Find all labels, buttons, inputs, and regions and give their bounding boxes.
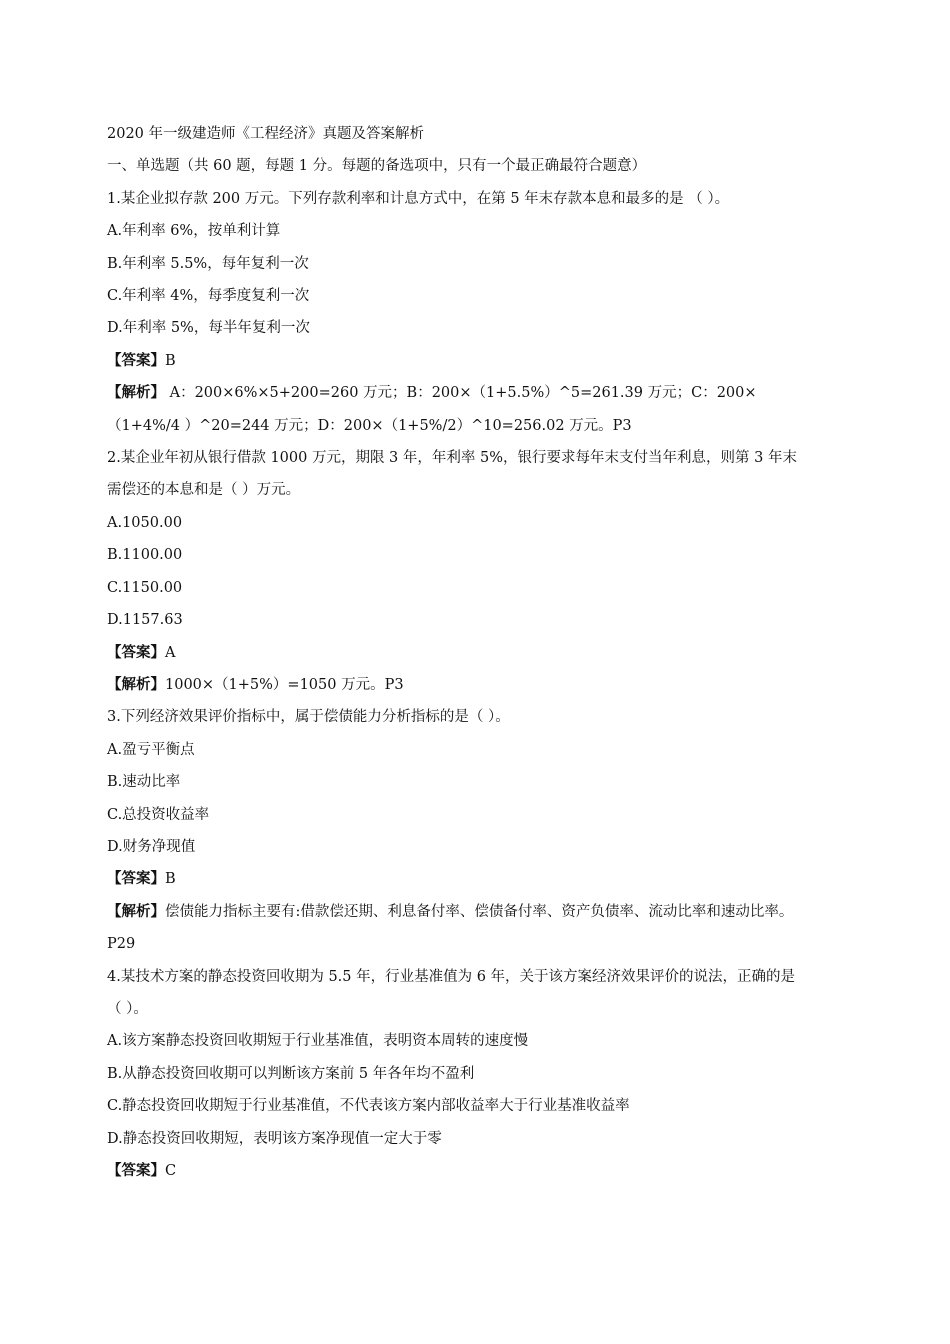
- analysis-tag: 【解析】: [107, 675, 165, 693]
- answer-line: [107, 637, 807, 669]
- question-stem: 3.下列经济效果评价指标中，属于偿债能力分析指标的是（ ）。: [107, 709, 510, 726]
- option-b: B.1100.00: [107, 547, 183, 564]
- answer-tag: 【答案】: [107, 643, 165, 661]
- question-stem: 4.某技术方案的静态投资回收期为 5.5 年，行业基准值为 6 年，关于该方案经济效果评价的说法，正确的是（ ）。: [107, 968, 796, 1017]
- answer-line: [107, 1155, 807, 1187]
- option-a: A.年利率 6%，按单利计算: [107, 223, 281, 240]
- question-1: [107, 183, 807, 442]
- option-c: C.1150.00: [107, 579, 183, 596]
- option-a: A.1050.00: [107, 514, 183, 531]
- analysis-text: 1000×（1+5%）=1050 万元。P3: [165, 676, 404, 693]
- option-d: D.1157.63: [107, 612, 183, 629]
- question-stem: 2.某企业年初从银行借款 1000 万元，期限 3 年，年利率 5%，银行要求每年末支付当年利息，则第 3 年末需偿还的本息和是（ ）万元。: [107, 450, 797, 499]
- option-b: B.速动比率: [107, 774, 181, 791]
- option-c: C.静态投资回收期短于行业基准值，不代表该方案内部收益率大于行业基准收益率: [107, 1098, 630, 1115]
- option-b: B.从静态投资回收期可以判断该方案前 5 年各年均不盈利: [107, 1065, 475, 1082]
- answer-line: [107, 345, 807, 377]
- answer-value: C: [165, 1163, 177, 1179]
- question-stem: 1.某企业拟存款 200 万元。下列存款利率和计息方式中，在第 5 年末存款本息和最多的是 （ ）。: [107, 190, 730, 207]
- option-b: B.年利率 5.5%，每年复利一次: [107, 255, 309, 272]
- question-2: [107, 442, 807, 701]
- analysis-line: [107, 896, 807, 961]
- option-a: A.盈亏平衡点: [107, 741, 195, 758]
- option-d: D.年利率 5%，每半年复利一次: [107, 320, 310, 337]
- analysis-text: A：200×6%×5+200=260 万元；B：200×（1+5.5%）^5=261.39 万元；C：200×（1+4%/4 ）^20=244 万元；D：200×（1+5%/2）^10=256.02 万元。P3: [107, 385, 757, 434]
- question-3: [107, 701, 807, 960]
- analysis-tag: 【解析】: [107, 902, 165, 920]
- analysis-line: [107, 377, 807, 442]
- answer-line: [107, 863, 807, 895]
- answer-tag: 【答案】: [107, 351, 165, 369]
- answer-tag: 【答案】: [107, 870, 165, 888]
- option-c: C.总投资收益率: [107, 806, 210, 823]
- analysis-line: [107, 669, 807, 701]
- section-heading: 一、单选题（共 60 题，每题 1 分。每题的备选项中，只有一个最正确最符合题意）: [107, 158, 647, 175]
- document-body: [107, 118, 807, 1187]
- analysis-text: 偿债能力指标主要有:借款偿还期、利息备付率、偿债备付率、资产负债率、流动比率和速动比率。P29: [107, 903, 794, 953]
- answer-tag: 【答案】: [107, 1162, 165, 1179]
- option-d: D.静态投资回收期短，表明该方案净现值一定大于零: [107, 1130, 442, 1147]
- analysis-tag: 【解析】: [107, 384, 165, 402]
- question-4: [107, 961, 807, 1188]
- answer-value: B: [165, 871, 176, 888]
- option-c: C.年利率 4%，每季度复利一次: [107, 288, 310, 305]
- answer-value: B: [165, 352, 176, 369]
- answer-value: A: [165, 644, 176, 661]
- document-title: 2020 年一级建造师《工程经济》真题及答案解析: [107, 126, 425, 142]
- option-d: D.财务净现值: [107, 838, 196, 855]
- option-a: A.该方案静态投资回收期短于行业基准值，表明资本周转的速度慢: [107, 1033, 529, 1050]
